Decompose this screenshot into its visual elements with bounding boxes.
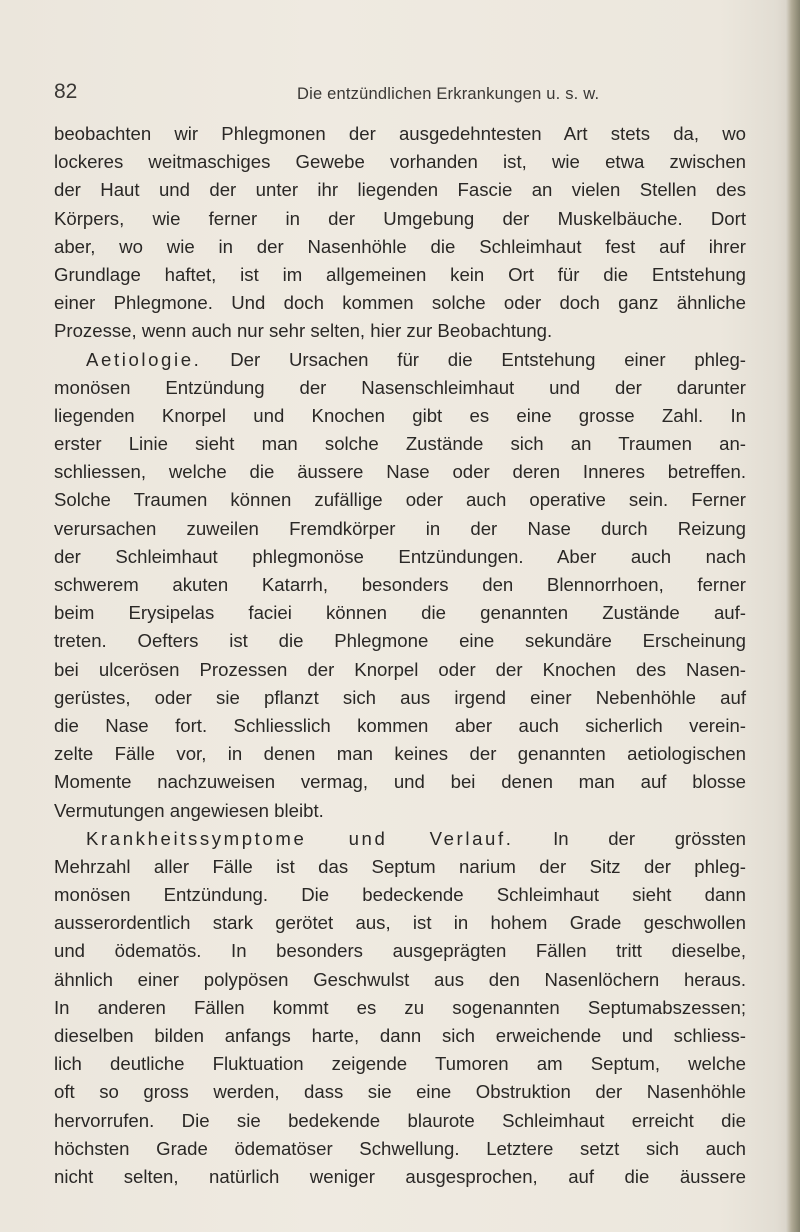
text-line: der Haut und der unter ihr liegenden Fascie an vielen Stellen des bbox=[54, 179, 746, 201]
text-line: schwerem akuten Katarrh, besonders den Blennorrhoen, ferner bbox=[54, 574, 746, 595]
text-line: dieselben bilden anfangs harte, dann sich erweichende und schliess- bbox=[54, 1025, 746, 1046]
text-line: schliessen, welche die äussere Nase oder deren Inneres betreffen. bbox=[54, 461, 746, 483]
page-edge-shadow bbox=[786, 0, 800, 1232]
text-line: lockeres weitmaschiges Gewebe vorhanden ist, wie etwa zwischen bbox=[54, 151, 746, 173]
section-heading-symptome: Krankheitssymptome und Verlauf. bbox=[86, 827, 514, 849]
text-line: erster Linie sieht man solche Zustände sich an Traumen an- bbox=[54, 433, 746, 455]
text-line-with-heading bbox=[54, 825, 746, 853]
text-line: ähnlich einer polypösen Geschwulst aus den Nasenlöchern heraus. bbox=[54, 968, 746, 990]
text-line: treten. Oefters ist die Phlegmone eine sekundäre Erscheinung bbox=[54, 630, 746, 652]
text-line: Grundlage haftet, ist im allgemeinen kein Ort für die Entstehung bbox=[54, 263, 746, 285]
text-line: der Schleimhaut phlegmonöse Entzündungen. Aber auch nach bbox=[54, 545, 746, 567]
text-line: bei ulcerösen Prozessen der Knorpel oder der Knochen des Nasen- bbox=[54, 658, 746, 680]
section-heading-aetiologie: Aetiologie. bbox=[86, 348, 202, 370]
text-line: monösen Entzündung der Nasenschleimhaut und der darunter bbox=[54, 376, 746, 398]
running-head: Die entzündlichen Erkrankungen u. s. w. bbox=[297, 85, 600, 103]
text-line: zelte Fälle vor, in denen man keines der genannten aetiologischen bbox=[54, 743, 746, 765]
text-line-with-heading bbox=[54, 346, 746, 374]
text-line: höchsten Grade ödematöser Schwellung. Letztere setzt sich auch bbox=[54, 1137, 746, 1159]
text-line: Körpers, wie ferner in der Umgebung der Muskelbäuche. Dort bbox=[54, 207, 746, 229]
text-line: Momente nachzuweisen vermag, und bei denen man auf blosse bbox=[54, 771, 746, 793]
text-line: nicht selten, natürlich weniger ausgesprochen, auf die äussere bbox=[54, 1165, 746, 1187]
text-line: beobachten wir Phlegmonen der ausgedehntesten Art stets da, wo bbox=[54, 123, 746, 144]
text-line: Solche Traumen können zufällige oder auch operative sein. Ferner bbox=[54, 489, 746, 511]
text-line: In anderen Fällen kommt es zu sogenannten Septumabszessen; bbox=[54, 996, 746, 1018]
page-number: 82 bbox=[54, 80, 78, 103]
page-header bbox=[54, 80, 744, 110]
text-line: Prozesse, wenn auch nur sehr selten, hier zur Beobachtung. bbox=[54, 320, 553, 342]
text-line-rest: Der Ursachen für die Entstehung einer phleg- bbox=[230, 348, 747, 370]
text-line: monösen Entzündung. Die bedeckende Schleimhaut sieht dann bbox=[54, 884, 746, 906]
text-line: ausserordentlich stark gerötet aus, ist in hohem Grade geschwollen bbox=[54, 912, 746, 934]
text-line: lich deutliche Fluktuation zeigende Tumoren am Septum, welche bbox=[54, 1053, 746, 1075]
text-line: Vermutungen angewiesen bleibt. bbox=[54, 799, 324, 821]
text-line: beim Erysipelas faciei können die genannten Zustände auf- bbox=[54, 602, 746, 624]
text-line: verursachen zuweilen Fremdkörper in der Nase durch Reizung bbox=[54, 517, 746, 539]
text-line: hervorrufen. Die sie bedekende blaurote Schleimhaut erreicht die bbox=[54, 1109, 746, 1131]
text-line: oft so gross werden, dass sie eine Obstruktion der Nasenhöhle bbox=[54, 1081, 746, 1103]
body-text bbox=[54, 120, 746, 1191]
text-line: Mehrzahl aller Fälle ist das Septum narium der Sitz der phleg- bbox=[54, 855, 746, 877]
text-line: und ödematös. In besonders ausgeprägten Fällen tritt dieselbe, bbox=[54, 940, 746, 962]
text-line: einer Phlegmone. Und doch kommen solche oder doch ganz ähnliche bbox=[54, 292, 746, 314]
text-line: aber, wo wie in der Nasenhöhle die Schleimhaut fest auf ihrer bbox=[54, 235, 746, 257]
text-line: liegenden Knorpel und Knochen gibt es eine grosse Zahl. In bbox=[54, 404, 746, 426]
text-line-rest: In der grössten bbox=[553, 827, 747, 849]
text-line: gerüstes, oder sie pflanzt sich aus irgend einer Nebenhöhle auf bbox=[54, 686, 746, 708]
text-line: die Nase fort. Schliesslich kommen aber auch sicherlich verein- bbox=[54, 714, 746, 736]
